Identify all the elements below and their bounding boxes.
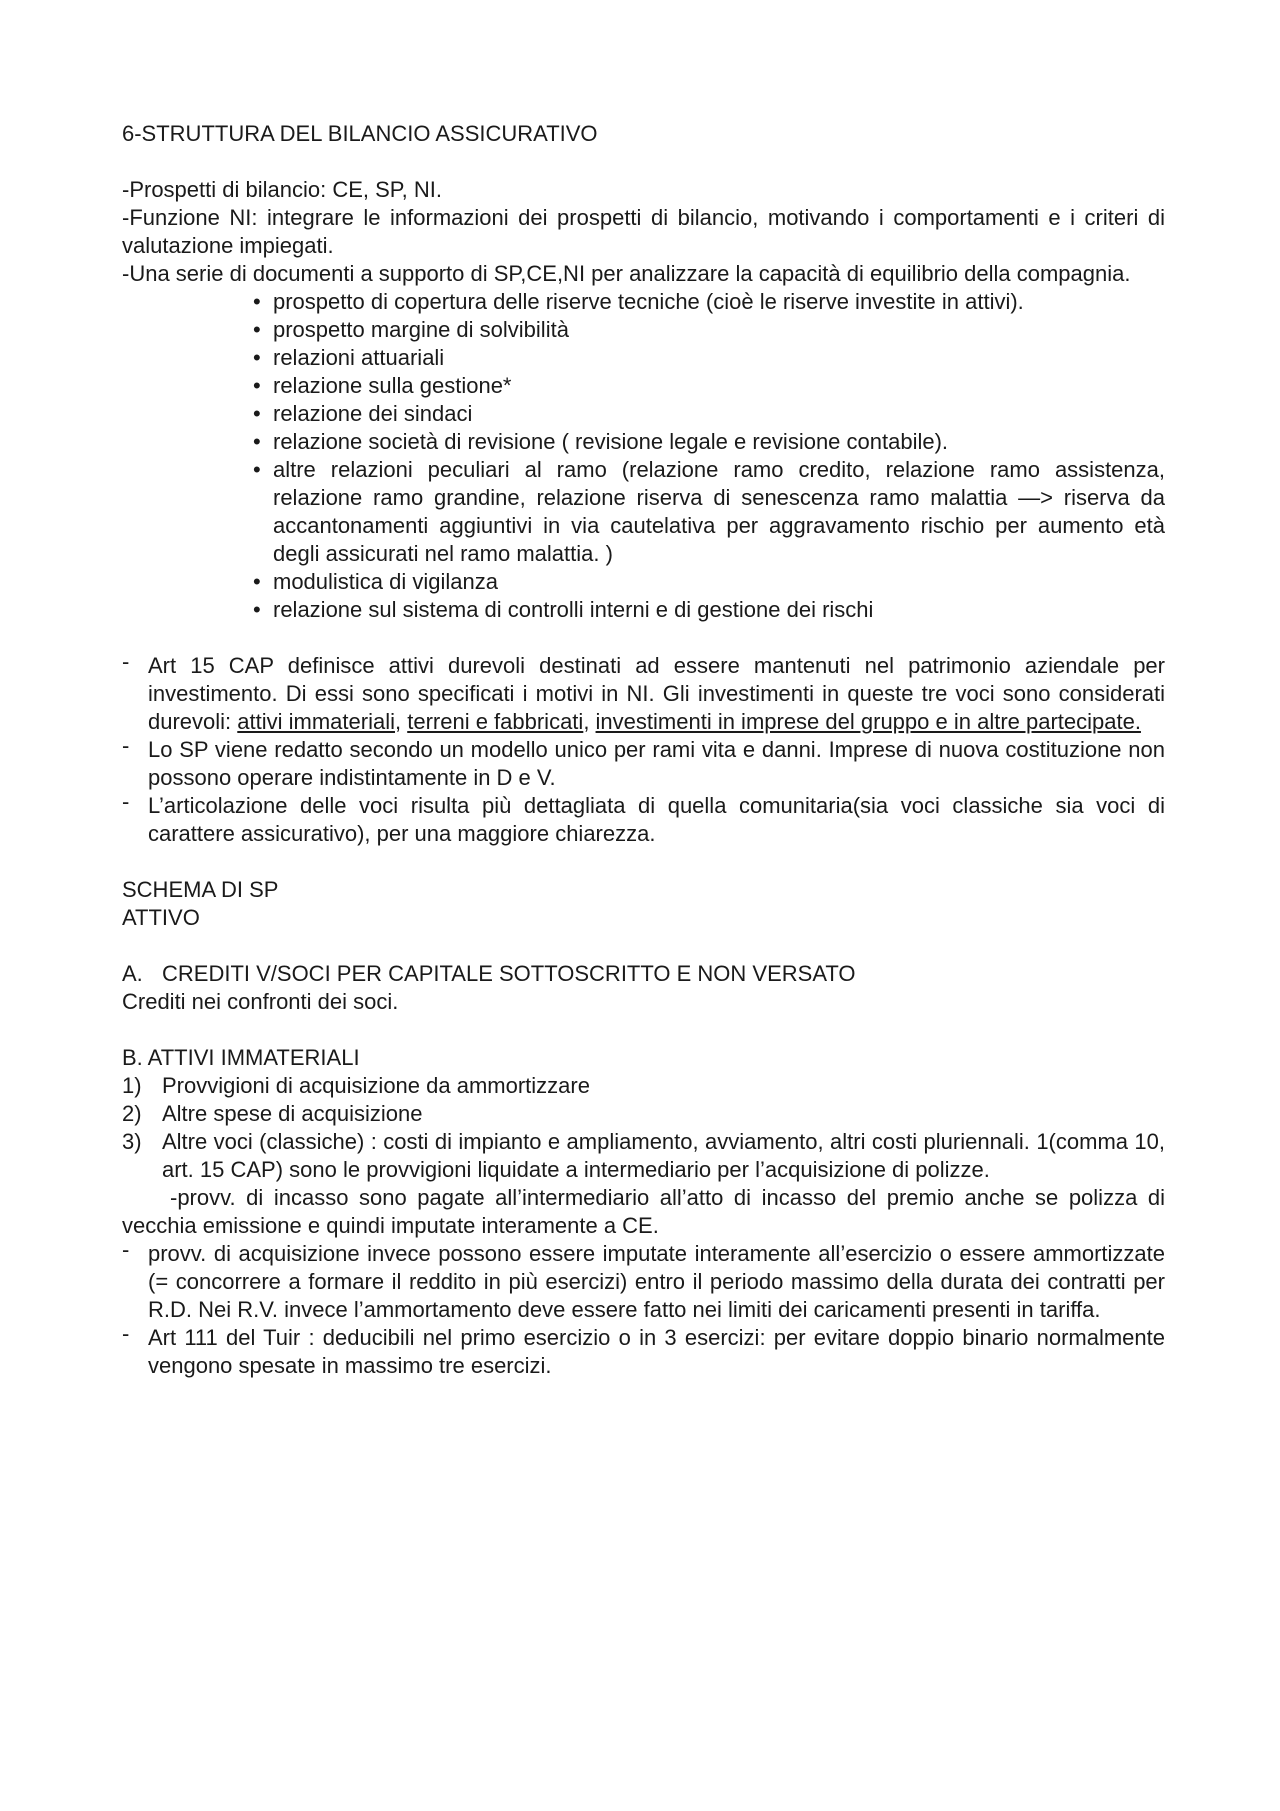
section-a-title: CREDITI V/SOCI PER CAPITALE SOTTOSCRITTO E NON VERSATO	[162, 961, 856, 986]
section-b-list	[122, 1072, 1165, 1184]
list-item: - provv. di acquisizione invece possono essere imputate interamente all’esercizio o essere ammortizzate (= concorrere a formare il reddito in più esercizi) entro il periodo massimo della durata dei contratti per R.D. Nei R.V. invece l’ammortamento deve essere fatto nei limiti dei caricamenti presenti in tariffa.	[122, 1237, 1165, 1322]
dash-icon: -	[122, 649, 130, 674]
list-item-art15: - Art 15 CAP definisce attivi durevoli destinati ad essere mantenuti nel patrimonio aziendale per investimento. Di essi sono specificati i motivi in NI. Gli investimenti in queste tre voci sono considerati durevoli: attivi immateriali, terreni e fabbricati, investimenti in imprese del gruppo e in altre partecipate.	[122, 649, 1165, 734]
bullet-icon: •	[253, 345, 261, 370]
document-page	[122, 120, 1165, 1380]
list-item: 1) Provvigioni di acquisizione da ammortizzare	[122, 1073, 590, 1098]
list-item: - Lo SP viene redatto secondo un modello unico per rami vita e danni. Imprese di nuova costituzione non possono operare indistintamente in D e V.	[122, 733, 1165, 790]
list-item: • relazione sulla gestione*	[253, 373, 512, 398]
bullet-icon: •	[253, 373, 261, 398]
list-item: • prospetto margine di solvibilità	[253, 317, 569, 342]
bullet-icon: •	[253, 569, 261, 594]
list-item: • relazione dei sindaci	[253, 401, 473, 426]
dash-icon: -	[122, 789, 130, 814]
list-item: • relazione sul sistema di controlli interni e di gestione dei rischi	[253, 597, 874, 622]
list-item: - L’articolazione delle voci risulta più dettagliata di quella comunitaria(sia voci classiche sia voci di carattere assicurativo), per una maggiore chiarezza.	[122, 789, 1165, 846]
bullet-icon: •	[253, 429, 261, 454]
list-item: • relazione società di revisione ( revisione legale e revisione contabile).	[253, 429, 949, 454]
section-b-heading: B. ATTIVI IMMATERIALI	[122, 1045, 360, 1070]
list-item: • altre relazioni peculiari al ramo (relazione ramo credito, relazione ramo assistenza, relazione ramo grandine, relazione riserva di senescenza ramo malattia —> riserva da accantonamenti aggiuntivi in via cautelativa per aggravamento rischio per aumento età degli assicurati nel ramo malattia. )	[253, 457, 1165, 566]
bullet-icon: •	[253, 401, 261, 426]
section-a-desc: Crediti nei confronti dei soci.	[122, 989, 399, 1014]
list-item: • relazioni attuariali	[253, 345, 445, 370]
list-item: • modulistica di vigilanza	[253, 569, 498, 594]
bullet-icon: •	[253, 289, 261, 314]
section-a-marker: A.	[122, 961, 143, 986]
intro-line-1: -Prospetti di bilancio: CE, SP, NI.	[122, 177, 442, 202]
list-item: 3) Altre voci (classiche) : costi di impianto e ampliamento, avviamento, altri costi pluriennali. 1(comma 10, art. 15 CAP) sono le provvigioni liquidate a intermediario per l’acquisizione di polizze.	[122, 1129, 1165, 1182]
page-title: 6-STRUTTURA DEL BILANCIO ASSICURATIVO	[122, 121, 598, 146]
bullet-icon: •	[253, 457, 261, 482]
list-item: • prospetto di copertura delle riserve tecniche (cioè le riserve investite in attivi).	[253, 289, 1024, 314]
attivo-heading: ATTIVO	[122, 905, 200, 930]
bullet-icon: •	[253, 597, 261, 622]
intro-line-3: -Una serie di documenti a supporto di SP,CE,NI per analizzare la capacità di equilibrio della compagnia.	[122, 261, 1131, 286]
list-item: - Art 111 del Tuir : deducibili nel primo esercizio o in 3 esercizi: per evitare doppio binario normalmente vengono spesate in massimo tre esercizi.	[122, 1321, 1165, 1378]
intro-line-2: -Funzione NI: integrare le informazioni dei prospetti di bilancio, motivando i comportamenti e i criteri di valutazione impiegati.	[122, 205, 1165, 258]
provv-incasso-note: -provv. di incasso sono pagate all’intermediario all’atto di incasso del premio anche se polizza di vecchia emissione e quindi imputate interamente a CE.	[122, 1185, 1165, 1238]
documents-list	[122, 288, 1165, 624]
schema-title: SCHEMA DI SP	[122, 877, 279, 902]
section-a-heading	[122, 960, 1165, 988]
dash-icon: -	[122, 1237, 130, 1262]
bullet-icon: •	[253, 317, 261, 342]
list-item: 2) Altre spese di acquisizione	[122, 1101, 423, 1126]
dash-icon: -	[122, 733, 130, 758]
dash-icon: -	[122, 1321, 130, 1346]
notes-list	[122, 649, 1165, 848]
section-b-notes	[122, 1237, 1165, 1380]
